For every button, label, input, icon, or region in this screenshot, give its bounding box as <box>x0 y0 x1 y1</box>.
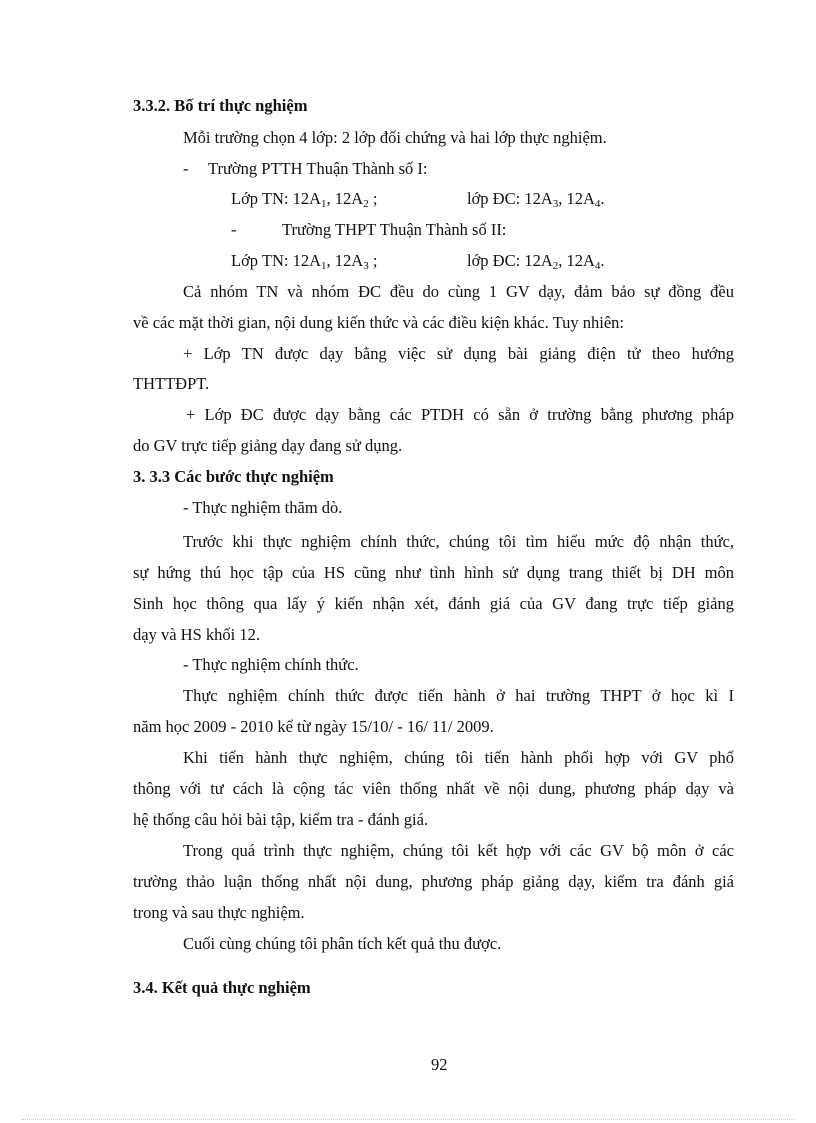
probe-paragraph-line: Trước khi thực nghiệm chính thức, chúng tôi tìm hiểu mức độ nhận thức, <box>183 532 734 551</box>
school-1-dc-classes: lớp ĐC: $12A_3$, $12A_4$. <box>467 189 605 210</box>
paragraph-same-teacher-line: Cả nhóm TN và nhóm ĐC đều do cùng 1 GV dạy, đảm bảo sự đồng đều <box>183 282 734 301</box>
school-2-label: Trường THPT Thuận Thành số II: <box>282 220 507 239</box>
paragraph-class-selection: Mỗi trường chọn 4 lớp: 2 lớp đối chứng và hai lớp thực nghiệm. <box>183 128 607 147</box>
dc-method-line: do GV trực tiếp giảng dạy đang sử dụng. <box>133 436 403 455</box>
section-heading-3-3-2: 3.3.2. Bố trí thực nghiệm <box>133 96 308 115</box>
paragraph-same-teacher-line: về các mặt thời gian, nội dung kiến thức và các điều kiện khác. Tuy nhiên: <box>133 313 625 332</box>
page-bottom-divider <box>22 1119 794 1120</box>
probe-paragraph-line: dạy và HS khối 12. <box>133 625 260 644</box>
school-2-dc-classes: lớp ĐC: $12A_2$, $12A_4$. <box>467 251 605 272</box>
cooperation-paragraph-line: hệ thống câu hỏi bài tập, kiểm tra - đánh giá. <box>133 810 429 829</box>
school-2-tn-classes: Lớp TN: $12A_1$, $12A_3$ ; <box>231 251 378 272</box>
process-paragraph-line: trong và sau thực nghiệm. <box>133 903 305 922</box>
school-1-label: Trường PTTH Thuận Thành số I: <box>208 159 428 178</box>
list-dash: - <box>231 220 237 239</box>
official-paragraph-line: Thực nghiệm chính thức được tiến hành ở hai trường THPT ở học kì I <box>183 686 734 705</box>
process-paragraph-line: Trong quá trình thực nghiệm, chúng tôi kết hợp với các GV bộ môn ở các <box>183 841 734 860</box>
section-heading-3-4: 3.4. Kết quả thực nghiệm <box>133 978 311 997</box>
page-number: 92 <box>431 1055 448 1074</box>
dc-method-line: + Lớp ĐC được dạy bằng các PTDH có sẵn ở trường bằng phương pháp <box>186 405 734 424</box>
section-heading-3-3-3: 3. 3.3 Các bước thực nghiệm <box>133 467 334 486</box>
tn-method-line: THTTĐPT. <box>133 374 210 393</box>
official-experiment-label: - Thực nghiệm chính thức. <box>183 655 359 674</box>
cooperation-paragraph-line: thông với tư cách là cộng tác viên thống nhất về nội dung, phương pháp dạy và <box>133 779 734 798</box>
tn-method-line: + Lớp TN được dạy bằng việc sử dụng bài giảng điện tử theo hướng <box>183 344 734 363</box>
probe-experiment-label: - Thực nghiệm thăm dò. <box>183 498 343 517</box>
process-paragraph-line: trường thảo luận thống nhất nội dung, phương pháp giảng dạy, kiểm tra đánh giá <box>133 872 734 891</box>
probe-paragraph-line: sự hứng thú học tập của HS cũng như tình hình sử dụng trang thiết bị DH môn <box>133 563 734 582</box>
official-paragraph-line: năm học 2009 - 2010 kể từ ngày 15/10/ - 16/ 11/ 2009. <box>133 717 494 736</box>
school-1-tn-classes: Lớp TN: $12A_1$, $12A_2$ ; <box>231 189 378 210</box>
list-dash: - <box>183 159 189 178</box>
cooperation-paragraph-line: Khi tiến hành thực nghiệm, chúng tôi tiến hành phối hợp với GV phổ <box>183 748 734 767</box>
probe-paragraph-line: Sinh học thông qua lấy ý kiến nhận xét, đánh giá của GV đang trực tiếp giảng <box>133 594 734 613</box>
final-paragraph: Cuối cùng chúng tôi phân tích kết quả thu được. <box>183 934 502 953</box>
